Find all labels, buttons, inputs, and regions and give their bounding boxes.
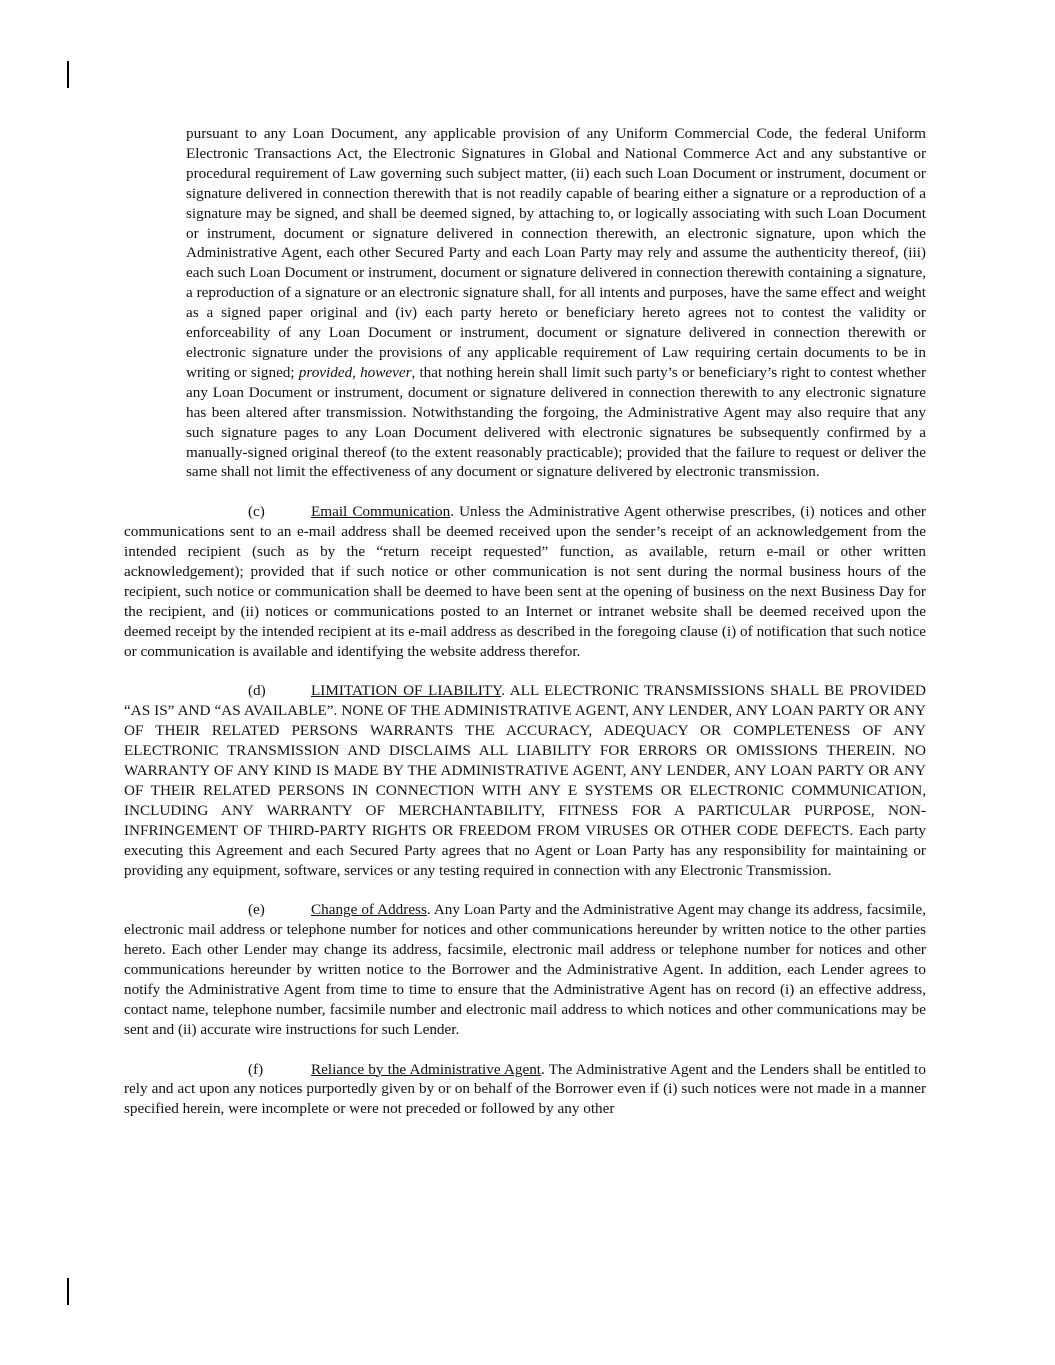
section-c-email-communication [124, 502, 926, 661]
section-number: (e) [248, 901, 265, 919]
section-d-limitation-of-liability [124, 681, 926, 880]
section-number: (d) [248, 682, 266, 700]
section-heading: Reliance by the Administrative Agent [311, 1060, 542, 1078]
section-body: . ALL ELECTRONIC TRANSMISSIONS SHALL BE PROVIDED “AS IS” AND “AS AVAILABLE”. NONE OF THE ADMINISTRATIVE AGENT, ANY LENDER, ANY LOAN PARTY OR ANY OF THEIR RELATED PERSONS WARRANTS THE ACCURACY, ADEQUACY OR COMPLETENESS OF ANY ELECTRONIC TRANSMISSION AND DISCLAIMS ALL LIABILITY FOR ERRORS OR OMISSIONS THEREIN. NO WARRANTY OF ANY KIND IS MADE BY THE ADMINISTRATIVE AGENT, ANY LENDER, ANY LOAN PARTY OR ANY OF THEIR RELATED PERSONS IN CONNECTION WITH ANY E SYSTEMS OR ELECTRONIC COMMUNICATION, INCLUDING ANY WARRANTY OF MERCHANTABILITY, FITNESS FOR A PARTICULAR PURPOSE, NON-INFRINGEMENT OF THIRD-PARTY RIGHTS OR FREEDOM FROM VIRUSES OR OTHER CODE DEFECTS. Each party executing this Agreement and each Secured Party agrees that no Agent or Loan Party has any responsibility for maintaining or providing any equipment, software, services or any testing required in connection with any Electronic Transmission. [124, 682, 926, 879]
proviso-italic: provided, however [298, 363, 412, 381]
section-number: (f) [248, 1060, 264, 1078]
section-heading: Email Communication [311, 503, 451, 521]
section-body: . Unless the Administrative Agent otherwise prescribes, (i) notices and other communications sent to an e-mail address shall be deemed received upon the sender’s receipt of an acknowledgement from the intended recipient (such as by the “return receipt requested” function, as available, return e-mail or other written acknowledgement); provided that if such notice or other communication is not sent during the normal business hours of the recipient, such notice or communication shall be deemed to have been sent at the opening of business on the next Business Day for the recipient, and (ii) notices or communications posted to an Internet or intranet website shall be deemed received upon the deemed receipt by the intended recipient at its e-mail address as described in the foregoing clause (i) of notification that such notice or communication is available and identifying the website address therefor. [124, 503, 926, 660]
revision-bar-bottom [67, 1278, 69, 1305]
section-f-reliance-by-administrative-agent [124, 1060, 926, 1120]
section-body: . The Administrative Agent and the Lenders shall be entitled to rely and act upon any notices purportedly given by or on behalf of the Borrower even if (i) such notices were not made in a manner specified herein, were incomplete or were not preceded or followed by any other [124, 1060, 926, 1118]
revision-bar-top [67, 61, 69, 88]
paragraph-b-continuation [186, 124, 926, 482]
paragraph-text: pursuant to any Loan Document, any applicable provision of any Uniform Commercial Code, the federal Uniform Electronic Transactions Act, the Electronic Signatures in Global and National Commerce Act and any substantive or procedural requirement of Law governing such subject matter, (ii) each such Loan Document or instrument, document or signature delivered in connection therewith that is not readily capable of bearing either a signature or a reproduction of a signature may be signed, and shall be deemed signed, by attaching to, or logically associating with such Loan Document or instrument, document or signature delivered in connection therewith, an electronic signature, upon which the Administrative Agent, each other Secured Party and each Loan Party may rely and assume the authenticity thereof, (iii) each such Loan Document or instrument, document or signature delivered in connection therewith containing a signature, a reproduction of a signature or an electronic signature shall, for all intents and purposes, have the same effect and weight as a signed paper original and (iv) each party hereto or beneficiary hereto agrees not to contest the validity or enforceability of any Loan Document or instrument, document or signature delivered in connection therewith or electronic signature under the provisions of any applicable requirement of Law requiring certain documents to be in writing or signed; [186, 125, 926, 381]
section-heading: Change of Address [311, 901, 427, 919]
section-body: . Any Loan Party and the Administrative Agent may change its address, facsimile, electronic mail address or telephone number for notices and other communications hereunder by written notice to the other parties hereto. Each other Lender may change its address, facsimile, electronic mail address or telephone number for notices and other communications hereunder by written notice to the Borrower and the Administrative Agent. In addition, each Lender agrees to notify the Administrative Agent from time to time to ensure that the Administrative Agent has on record (i) an effective address, contact name, telephone number, facsimile number and electronic mail address to which notices and other communications may be sent and (ii) accurate wire instructions for such Lender. [124, 901, 927, 1038]
section-number: (c) [248, 503, 265, 521]
paragraph-text: , that nothing herein shall limit such party’s or beneficiary’s right to contest whether any Loan Document or instrument, document or signature delivered in connection therewith to any electronic signature has been altered after transmission. Notwithstanding the forgoing, the Administrative Agent may also require that any such signature pages to any Loan Document delivered with electronic signatures be subsequently confirmed by a manually-signed original thereof (to the extent reasonably practicable); provided that the failure to request or deliver the same shall not limit the effectiveness of any document or signature delivered by electronic transmission. [186, 363, 927, 481]
section-e-change-of-address [124, 900, 926, 1039]
section-heading: LIMITATION OF LIABILITY [311, 682, 502, 700]
document-page [124, 124, 926, 1119]
